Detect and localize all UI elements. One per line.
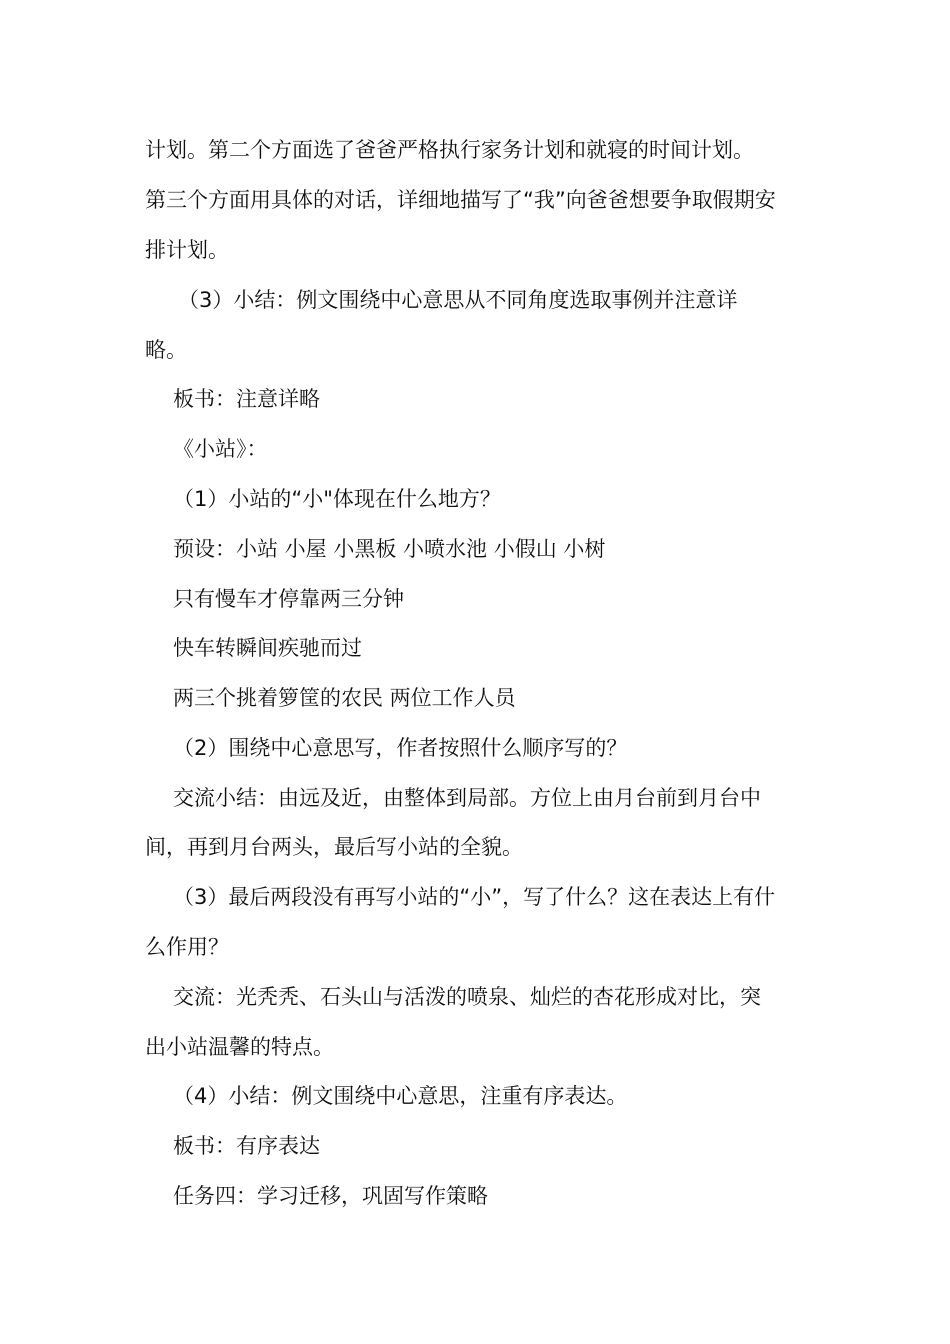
question-line: （3）最后两段没有再写小站的“小”，写了什么？这在表达上有什 (173, 885, 776, 909)
paragraph-line: 么作用？ (145, 935, 229, 959)
paragraph-line: （3）小结：例文围绕中心意思从不同角度选取事例并注意详 (178, 288, 738, 312)
paragraph-line: 预设：小站 小屋 小黑板 小喷水池 小假山 小树 (173, 537, 606, 561)
paragraph-line: 两三个挑着箩筐的农民 两位工作人员 (173, 686, 516, 710)
question-line: （2）围绕中心意思写，作者按照什么顺序写的？ (173, 736, 628, 760)
question-line: （1）小站的“小"体现在什么地方？ (173, 487, 501, 511)
board-note: 板书：注意详略 (173, 387, 320, 411)
paragraph-line: 排计划。 (145, 238, 229, 262)
paragraph-line: 计划。第二个方面选了爸爸严格执行家务计划和就寝的时间计划。 (145, 138, 754, 162)
paragraph-line: 快车转瞬间疾驰而过 (173, 636, 362, 660)
paragraph-line: 交流小结：由远及近，由整体到局部。方位上由月台前到月台中 (173, 786, 761, 810)
task-heading: 任务四：学习迁移，巩固写作策略 (173, 1184, 488, 1208)
section-title: 《小站》： (173, 437, 268, 461)
paragraph-line: 间，再到月台两头，最后写小站的全貌。 (145, 835, 523, 859)
paragraph-line: （4）小结：例文围绕中心意思，注重有序表达。 (173, 1084, 628, 1108)
board-note: 板书：有序表达 (173, 1134, 320, 1158)
paragraph-line: 出小站温馨的特点。 (145, 1035, 334, 1059)
paragraph-line: 第三个方面用具体的对话，详细地描写了“我”向爸爸想要争取假期安 (145, 188, 776, 212)
paragraph-line: 只有慢车才停靠两三分钟 (173, 587, 404, 611)
paragraph-line: 略。 (145, 338, 187, 362)
paragraph-line: 交流：光秃秃、石头山与活泼的喷泉、灿烂的杏花形成对比，突 (173, 985, 761, 1009)
